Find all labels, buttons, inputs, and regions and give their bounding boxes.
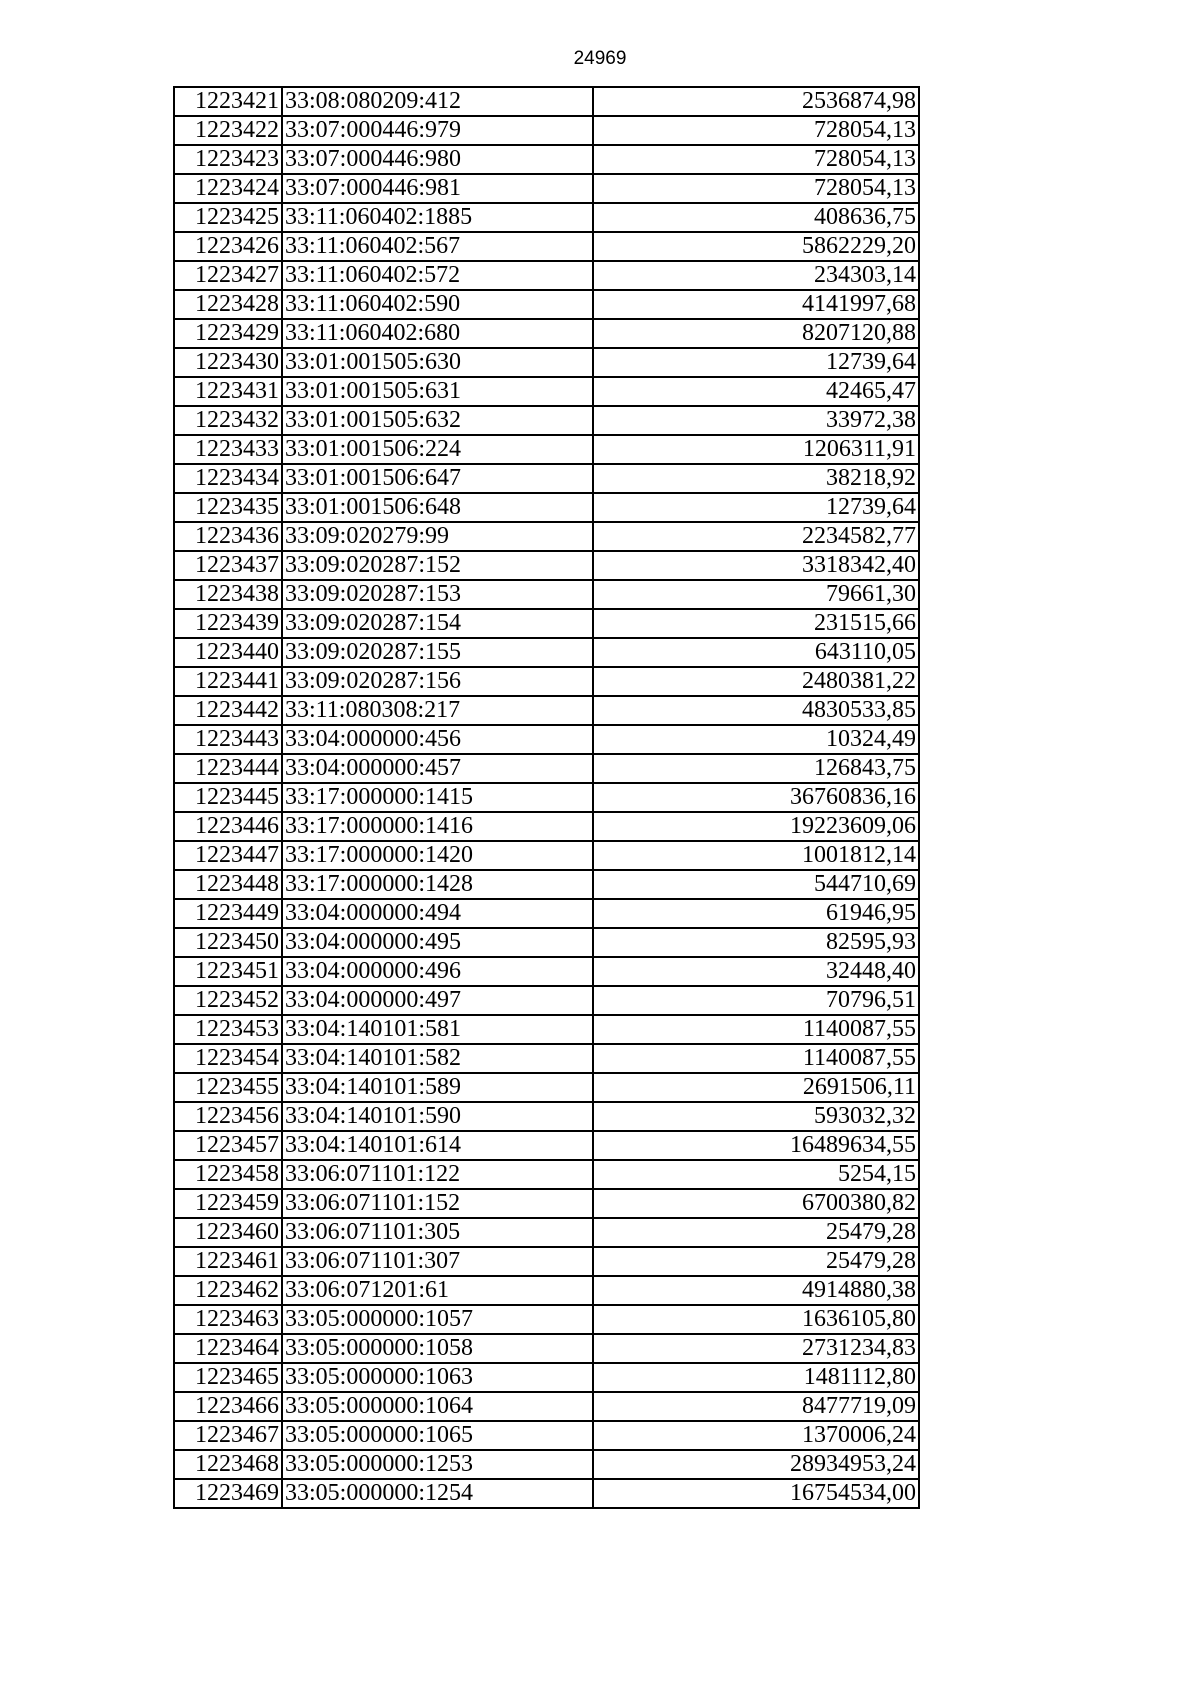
table-row <box>174 203 919 232</box>
cadastral-number-cell: 33:01:001505:630 <box>282 348 593 377</box>
value-cell: 6700380,82 <box>593 1189 919 1218</box>
table-row <box>174 174 919 203</box>
value-cell: 1001812,14 <box>593 841 919 870</box>
table-row <box>174 435 919 464</box>
value-cell: 82595,93 <box>593 928 919 957</box>
value-cell: 5862229,20 <box>593 232 919 261</box>
row-number-cell: 1223454 <box>174 1044 282 1073</box>
cadastral-number-cell: 33:05:000000:1057 <box>282 1305 593 1334</box>
table-row <box>174 493 919 522</box>
table-row <box>174 464 919 493</box>
cadastral-number-cell: 33:06:071101:122 <box>282 1160 593 1189</box>
value-cell: 643110,05 <box>593 638 919 667</box>
value-cell: 16754534,00 <box>593 1479 919 1508</box>
row-number-cell: 1223444 <box>174 754 282 783</box>
table-row <box>174 580 919 609</box>
row-number-cell: 1223438 <box>174 580 282 609</box>
row-number-cell: 1223464 <box>174 1334 282 1363</box>
cadastral-number-cell: 33:06:071201:61 <box>282 1276 593 1305</box>
value-cell: 593032,32 <box>593 1102 919 1131</box>
cadastral-number-cell: 33:17:000000:1416 <box>282 812 593 841</box>
value-cell: 19223609,06 <box>593 812 919 841</box>
value-cell: 2536874,98 <box>593 87 919 116</box>
table-row <box>174 145 919 174</box>
value-cell: 32448,40 <box>593 957 919 986</box>
row-number-cell: 1223422 <box>174 116 282 145</box>
value-cell: 1481112,80 <box>593 1363 919 1392</box>
value-cell: 8207120,88 <box>593 319 919 348</box>
table-row <box>174 377 919 406</box>
table-row <box>174 1073 919 1102</box>
page-number: 24969 <box>573 48 627 69</box>
table-row <box>174 1189 919 1218</box>
cadastral-number-cell: 33:05:000000:1254 <box>282 1479 593 1508</box>
value-cell: 231515,66 <box>593 609 919 638</box>
row-number-cell: 1223452 <box>174 986 282 1015</box>
value-cell: 12739,64 <box>593 348 919 377</box>
row-number-cell: 1223447 <box>174 841 282 870</box>
cadastral-number-cell: 33:04:000000:496 <box>282 957 593 986</box>
value-cell: 2731234,83 <box>593 1334 919 1363</box>
cadastral-number-cell: 33:09:020287:152 <box>282 551 593 580</box>
row-number-cell: 1223425 <box>174 203 282 232</box>
table-row <box>174 1247 919 1276</box>
cadastral-number-cell: 33:11:060402:567 <box>282 232 593 261</box>
cadastral-number-cell: 33:05:000000:1065 <box>282 1421 593 1450</box>
row-number-cell: 1223442 <box>174 696 282 725</box>
value-cell: 2691506,11 <box>593 1073 919 1102</box>
value-cell: 28934953,24 <box>593 1450 919 1479</box>
value-cell: 33972,38 <box>593 406 919 435</box>
row-number-cell: 1223437 <box>174 551 282 580</box>
cadastral-number-cell: 33:11:080308:217 <box>282 696 593 725</box>
table-row <box>174 667 919 696</box>
row-number-cell: 1223421 <box>174 87 282 116</box>
row-number-cell: 1223433 <box>174 435 282 464</box>
cadastral-number-cell: 33:06:071101:307 <box>282 1247 593 1276</box>
cadastral-number-cell: 33:04:000000:497 <box>282 986 593 1015</box>
value-cell: 3318342,40 <box>593 551 919 580</box>
table-row <box>174 638 919 667</box>
value-cell: 12739,64 <box>593 493 919 522</box>
table-row <box>174 841 919 870</box>
table-row <box>174 232 919 261</box>
table-row <box>174 986 919 1015</box>
row-number-cell: 1223456 <box>174 1102 282 1131</box>
row-number-cell: 1223453 <box>174 1015 282 1044</box>
row-number-cell: 1223468 <box>174 1450 282 1479</box>
value-cell: 1636105,80 <box>593 1305 919 1334</box>
value-cell: 70796,51 <box>593 986 919 1015</box>
table-row <box>174 754 919 783</box>
row-number-cell: 1223469 <box>174 1479 282 1508</box>
table-row <box>174 1392 919 1421</box>
value-cell: 25479,28 <box>593 1247 919 1276</box>
cadastral-number-cell: 33:04:140101:614 <box>282 1131 593 1160</box>
cadastral-number-cell: 33:11:060402:1885 <box>282 203 593 232</box>
value-cell: 1140087,55 <box>593 1044 919 1073</box>
row-number-cell: 1223465 <box>174 1363 282 1392</box>
value-cell: 61946,95 <box>593 899 919 928</box>
row-number-cell: 1223450 <box>174 928 282 957</box>
table-row <box>174 928 919 957</box>
row-number-cell: 1223439 <box>174 609 282 638</box>
value-cell: 1370006,24 <box>593 1421 919 1450</box>
cadastral-number-cell: 33:09:020279:99 <box>282 522 593 551</box>
cadastral-number-cell: 33:07:000446:981 <box>282 174 593 203</box>
cadastral-number-cell: 33:08:080209:412 <box>282 87 593 116</box>
cadastral-number-cell: 33:01:001506:648 <box>282 493 593 522</box>
value-cell: 42465,47 <box>593 377 919 406</box>
row-number-cell: 1223441 <box>174 667 282 696</box>
row-number-cell: 1223462 <box>174 1276 282 1305</box>
cadastral-number-cell: 33:17:000000:1420 <box>282 841 593 870</box>
cadastral-number-cell: 33:07:000446:980 <box>282 145 593 174</box>
table-row <box>174 290 919 319</box>
value-cell: 126843,75 <box>593 754 919 783</box>
table-row <box>174 1015 919 1044</box>
cadastral-number-cell: 33:07:000446:979 <box>282 116 593 145</box>
value-cell: 728054,13 <box>593 116 919 145</box>
value-cell: 79661,30 <box>593 580 919 609</box>
table-row <box>174 1305 919 1334</box>
table-row <box>174 551 919 580</box>
row-number-cell: 1223458 <box>174 1160 282 1189</box>
cadastral-number-cell: 33:06:071101:305 <box>282 1218 593 1247</box>
table-row <box>174 1160 919 1189</box>
table-row <box>174 1044 919 1073</box>
table-row <box>174 1363 919 1392</box>
registry-table <box>173 86 920 1509</box>
value-cell: 728054,13 <box>593 145 919 174</box>
table-row <box>174 725 919 754</box>
table-row <box>174 1479 919 1508</box>
cadastral-number-cell: 33:04:140101:581 <box>282 1015 593 1044</box>
cadastral-number-cell: 33:01:001506:224 <box>282 435 593 464</box>
table-row <box>174 1276 919 1305</box>
cadastral-number-cell: 33:05:000000:1064 <box>282 1392 593 1421</box>
cadastral-number-cell: 33:01:001505:632 <box>282 406 593 435</box>
cadastral-number-cell: 33:04:000000:457 <box>282 754 593 783</box>
value-cell: 5254,15 <box>593 1160 919 1189</box>
value-cell: 1140087,55 <box>593 1015 919 1044</box>
row-number-cell: 1223427 <box>174 261 282 290</box>
row-number-cell: 1223455 <box>174 1073 282 1102</box>
table-row <box>174 1421 919 1450</box>
cadastral-number-cell: 33:04:140101:582 <box>282 1044 593 1073</box>
row-number-cell: 1223460 <box>174 1218 282 1247</box>
cadastral-number-cell: 33:09:020287:155 <box>282 638 593 667</box>
value-cell: 8477719,09 <box>593 1392 919 1421</box>
value-cell: 10324,49 <box>593 725 919 754</box>
row-number-cell: 1223451 <box>174 957 282 986</box>
table-row <box>174 261 919 290</box>
row-number-cell: 1223461 <box>174 1247 282 1276</box>
row-number-cell: 1223445 <box>174 783 282 812</box>
row-number-cell: 1223463 <box>174 1305 282 1334</box>
cadastral-number-cell: 33:04:000000:494 <box>282 899 593 928</box>
cadastral-number-cell: 33:04:000000:495 <box>282 928 593 957</box>
table-row <box>174 696 919 725</box>
cadastral-number-cell: 33:09:020287:154 <box>282 609 593 638</box>
row-number-cell: 1223466 <box>174 1392 282 1421</box>
row-number-cell: 1223449 <box>174 899 282 928</box>
row-number-cell: 1223440 <box>174 638 282 667</box>
cadastral-number-cell: 33:04:140101:590 <box>282 1102 593 1131</box>
table-row <box>174 1131 919 1160</box>
cadastral-number-cell: 33:09:020287:153 <box>282 580 593 609</box>
cadastral-number-cell: 33:09:020287:156 <box>282 667 593 696</box>
value-cell: 2480381,22 <box>593 667 919 696</box>
table-row <box>174 609 919 638</box>
table-row <box>174 522 919 551</box>
row-number-cell: 1223436 <box>174 522 282 551</box>
cadastral-number-cell: 33:11:060402:680 <box>282 319 593 348</box>
row-number-cell: 1223431 <box>174 377 282 406</box>
registry-table-body <box>174 87 919 1508</box>
row-number-cell: 1223459 <box>174 1189 282 1218</box>
row-number-cell: 1223429 <box>174 319 282 348</box>
cadastral-number-cell: 33:11:060402:572 <box>282 261 593 290</box>
value-cell: 4914880,38 <box>593 1276 919 1305</box>
value-cell: 2234582,77 <box>593 522 919 551</box>
row-number-cell: 1223423 <box>174 145 282 174</box>
cadastral-number-cell: 33:04:000000:456 <box>282 725 593 754</box>
value-cell: 728054,13 <box>593 174 919 203</box>
cadastral-number-cell: 33:05:000000:1253 <box>282 1450 593 1479</box>
table-row <box>174 783 919 812</box>
value-cell: 36760836,16 <box>593 783 919 812</box>
table-row <box>174 899 919 928</box>
table-row <box>174 406 919 435</box>
table-row <box>174 1334 919 1363</box>
row-number-cell: 1223446 <box>174 812 282 841</box>
cadastral-number-cell: 33:11:060402:590 <box>282 290 593 319</box>
cadastral-number-cell: 33:17:000000:1428 <box>282 870 593 899</box>
cadastral-number-cell: 33:05:000000:1063 <box>282 1363 593 1392</box>
table-row <box>174 87 919 116</box>
value-cell: 38218,92 <box>593 464 919 493</box>
row-number-cell: 1223430 <box>174 348 282 377</box>
row-number-cell: 1223448 <box>174 870 282 899</box>
value-cell: 234303,14 <box>593 261 919 290</box>
table-row <box>174 1450 919 1479</box>
row-number-cell: 1223443 <box>174 725 282 754</box>
row-number-cell: 1223435 <box>174 493 282 522</box>
value-cell: 544710,69 <box>593 870 919 899</box>
row-number-cell: 1223424 <box>174 174 282 203</box>
cadastral-number-cell: 33:01:001506:647 <box>282 464 593 493</box>
cadastral-number-cell: 33:01:001505:631 <box>282 377 593 406</box>
table-row <box>174 957 919 986</box>
row-number-cell: 1223432 <box>174 406 282 435</box>
cadastral-number-cell: 33:17:000000:1415 <box>282 783 593 812</box>
row-number-cell: 1223426 <box>174 232 282 261</box>
cadastral-number-cell: 33:06:071101:152 <box>282 1189 593 1218</box>
row-number-cell: 1223467 <box>174 1421 282 1450</box>
row-number-cell: 1223428 <box>174 290 282 319</box>
table-row <box>174 348 919 377</box>
value-cell: 408636,75 <box>593 203 919 232</box>
table-row <box>174 1218 919 1247</box>
value-cell: 1206311,91 <box>593 435 919 464</box>
table-row <box>174 812 919 841</box>
row-number-cell: 1223457 <box>174 1131 282 1160</box>
row-number-cell: 1223434 <box>174 464 282 493</box>
table-row <box>174 1102 919 1131</box>
value-cell: 16489634,55 <box>593 1131 919 1160</box>
value-cell: 4141997,68 <box>593 290 919 319</box>
value-cell: 4830533,85 <box>593 696 919 725</box>
value-cell: 25479,28 <box>593 1218 919 1247</box>
cadastral-number-cell: 33:05:000000:1058 <box>282 1334 593 1363</box>
table-row <box>174 116 919 145</box>
table-row <box>174 870 919 899</box>
table-row <box>174 319 919 348</box>
cadastral-number-cell: 33:04:140101:589 <box>282 1073 593 1102</box>
